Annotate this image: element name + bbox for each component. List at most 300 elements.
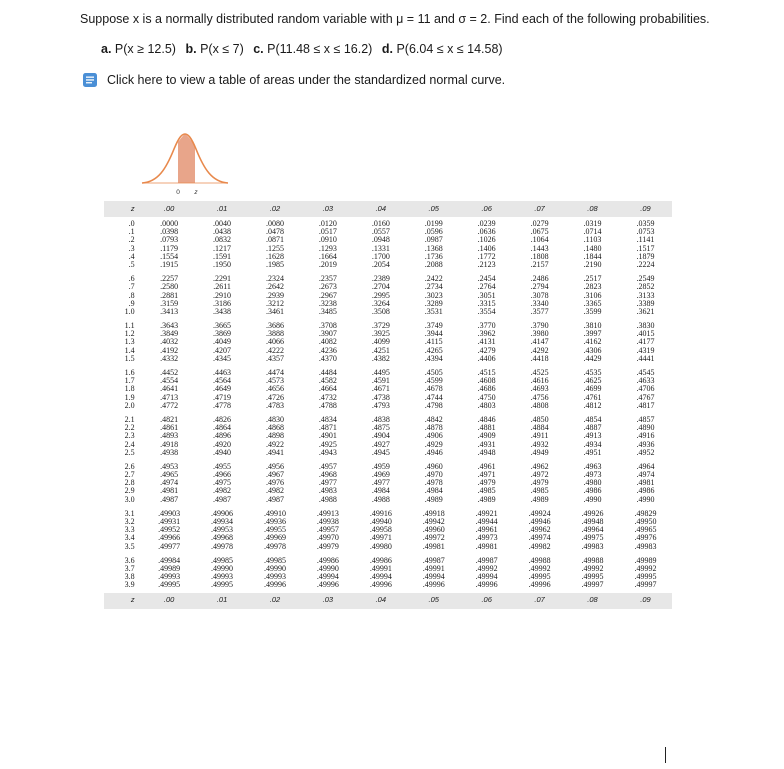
area-value: .4582 (318, 376, 337, 386)
area-cell (619, 319, 672, 366)
area-value: .49995 (158, 580, 181, 590)
area-cell (407, 217, 460, 272)
area-value: .2224 (636, 259, 655, 269)
area-value: .49965 (634, 525, 657, 535)
area-value: .49996 (528, 580, 551, 590)
area-value: .4940 (213, 447, 232, 457)
area-value: .49952 (158, 525, 181, 535)
area-value: .4846 (477, 414, 496, 424)
area-cell (354, 272, 407, 319)
area-value: .4987 (160, 494, 179, 504)
area-value: .4756 (530, 392, 549, 402)
area-value: .4989 (530, 494, 549, 504)
area-value: .4573 (265, 376, 284, 386)
area-value: .4767 (636, 392, 655, 402)
area-value: .4484 (318, 368, 337, 377)
area-value: .0199 (424, 219, 443, 228)
area-value: .4961 (477, 461, 496, 471)
area-value: .4980 (583, 478, 602, 488)
area-value: .4744 (424, 392, 443, 402)
col-header: .02 (249, 201, 302, 217)
area-value: .49989 (158, 563, 181, 573)
z-value: 2.7 (124, 470, 135, 480)
z-value: .7 (128, 282, 135, 292)
area-value: .49918 (422, 508, 445, 518)
area-value: .49972 (422, 533, 445, 543)
z-value: 1.0 (124, 306, 135, 316)
area-value: .4817 (636, 400, 655, 410)
area-value: .49961 (475, 525, 498, 535)
area-value: .1591 (213, 251, 232, 261)
normal-curve-figure (140, 125, 230, 195)
area-value: .49962 (528, 525, 551, 535)
area-value: .2967 (318, 290, 337, 300)
area-cell (301, 217, 354, 272)
area-value: .0948 (371, 235, 390, 245)
part-c: c. P(11.48 ≤ x ≤ 16.2) (253, 42, 373, 56)
z-value: 1.7 (124, 376, 135, 386)
area-cell (301, 366, 354, 413)
area-cell (407, 319, 460, 366)
area-value: .2291 (213, 274, 232, 284)
area-value: .3925 (371, 329, 390, 339)
part-b: b. P(x ≤ 7) (185, 42, 244, 56)
area-value: .49913 (316, 508, 339, 518)
area-cell (407, 272, 460, 319)
area-value: .4989 (477, 494, 496, 504)
area-value: .3340 (530, 298, 549, 308)
z-value: 1.4 (124, 345, 135, 355)
area-value: .0239 (477, 219, 496, 228)
area-value: .3485 (318, 306, 337, 316)
area-value: .4251 (371, 345, 390, 355)
area-value: .4987 (265, 494, 284, 504)
area-value: .0987 (424, 235, 443, 245)
area-value: .4505 (424, 368, 443, 377)
area-value: .49993 (263, 572, 286, 582)
area-value: .3078 (530, 290, 549, 300)
area-value: .4878 (424, 423, 443, 433)
z-value: 2.8 (124, 478, 135, 488)
area-value: .4693 (530, 384, 549, 394)
area-value: .4955 (213, 461, 232, 471)
area-value: .4783 (265, 400, 284, 410)
table-row-group (104, 460, 672, 507)
area-value: .4279 (477, 345, 496, 355)
area-value: .3643 (160, 321, 179, 331)
col-header: .05 (407, 201, 460, 217)
area-value: .1700 (371, 251, 390, 261)
area-value: .4761 (583, 392, 602, 402)
area-value: .49971 (369, 533, 392, 543)
area-cell (143, 460, 196, 507)
area-value: .4969 (371, 470, 390, 480)
area-value: .3997 (583, 329, 602, 339)
area-value: .4984 (371, 486, 390, 496)
area-value: .49921 (475, 508, 498, 518)
area-value: .4990 (636, 494, 655, 504)
area-value: .4177 (636, 337, 655, 347)
area-value: .49992 (634, 563, 657, 573)
area-value: .4960 (424, 461, 443, 471)
area-value: .49996 (263, 580, 286, 590)
area-value: .1915 (160, 259, 179, 269)
area-value: .4884 (530, 423, 549, 433)
area-cell (619, 460, 672, 507)
area-value: .4616 (530, 376, 549, 386)
z-value: .9 (128, 298, 135, 308)
area-value: .4976 (265, 478, 284, 488)
area-value: .49948 (581, 517, 604, 526)
area-value: .4608 (477, 376, 496, 386)
area-value: .0636 (477, 227, 496, 237)
area-value: .2734 (424, 282, 443, 292)
area-value: .4656 (265, 384, 284, 394)
area-cell (196, 366, 249, 413)
area-value: .3810 (583, 321, 602, 331)
area-value: .4986 (636, 486, 655, 496)
area-value: .2910 (213, 290, 232, 300)
area-value: .4713 (160, 392, 179, 402)
area-cell (566, 460, 619, 507)
area-value: .4861 (160, 423, 179, 433)
z-value: 3.6 (124, 555, 135, 565)
area-value: .49986 (316, 555, 339, 565)
area-cell (407, 460, 460, 507)
area-value: .4535 (583, 368, 602, 377)
area-value: .3365 (583, 298, 602, 308)
col-header: .00 (143, 201, 196, 217)
area-value: .3508 (371, 306, 390, 316)
area-value: .2190 (583, 259, 602, 269)
area-value: .4474 (265, 368, 284, 377)
area-value: .49970 (316, 533, 339, 543)
area-value: .4357 (265, 353, 284, 363)
area-value: .49936 (263, 517, 286, 526)
area-value: .4911 (530, 431, 549, 441)
area-value: .49997 (581, 580, 604, 590)
area-value: .4332 (160, 353, 179, 363)
area-value: .0279 (530, 219, 549, 228)
area-cell (354, 413, 407, 460)
area-value: .4893 (160, 431, 179, 441)
area-value: .2088 (424, 259, 443, 269)
area-value: .4066 (265, 337, 284, 347)
area-value: .49983 (581, 541, 604, 551)
table-row-group (104, 413, 672, 460)
area-value: .49973 (475, 533, 498, 543)
area-value: .0120 (318, 219, 337, 228)
area-value: .4988 (371, 494, 390, 504)
area-value: .1985 (265, 259, 284, 269)
area-value: .4812 (583, 400, 602, 410)
area-value: .2257 (160, 274, 179, 284)
area-cell (460, 366, 513, 413)
area-cell (249, 554, 302, 593)
area-value: .4881 (477, 423, 496, 433)
area-value: .49995 (634, 572, 657, 582)
area-value: .4968 (318, 470, 337, 480)
area-value: .4938 (160, 447, 179, 457)
area-value: .49981 (475, 541, 498, 551)
area-value: .4131 (477, 337, 496, 347)
z-value-cell (104, 366, 143, 413)
area-value: .2794 (530, 282, 549, 292)
area-value: .4985 (477, 486, 496, 496)
area-cell (460, 272, 513, 319)
col-footer: .08 (566, 593, 619, 609)
area-value: .4554 (160, 376, 179, 386)
z-value: .3 (128, 243, 135, 253)
area-value: .4973 (583, 470, 602, 480)
area-value: .49942 (422, 517, 445, 526)
area-value: .3621 (636, 306, 655, 316)
area-value: .4951 (583, 447, 602, 457)
area-value: .2549 (636, 274, 655, 284)
area-value: .1331 (371, 243, 390, 253)
area-value: .0359 (636, 219, 655, 228)
area-value: .2580 (160, 282, 179, 292)
col-footer: .07 (513, 593, 566, 609)
table-row-group (104, 507, 672, 554)
area-value: .1103 (583, 235, 602, 245)
area-value: .4949 (530, 447, 549, 457)
area-value: .4418 (530, 353, 549, 363)
area-value: .4826 (213, 414, 232, 424)
area-value: .3907 (318, 329, 337, 339)
area-cell (566, 319, 619, 366)
area-value: .1879 (636, 251, 655, 261)
z-table (104, 201, 672, 609)
area-value: .3238 (318, 298, 337, 308)
area-value: .2324 (265, 274, 284, 284)
area-cell (407, 507, 460, 554)
area-value: .3389 (636, 298, 655, 308)
area-value: .4798 (424, 400, 443, 410)
area-cell (249, 319, 302, 366)
area-value: .4429 (583, 353, 602, 363)
area-value: .4890 (636, 423, 655, 433)
area-value: .4901 (318, 431, 337, 441)
area-value: .0080 (265, 219, 284, 228)
area-cell (249, 272, 302, 319)
area-value: .49991 (369, 563, 392, 573)
col-header: .08 (566, 201, 619, 217)
area-value: .4793 (371, 400, 390, 410)
area-value: .49964 (581, 525, 604, 535)
area-value: .4633 (636, 376, 655, 386)
area-value: .49996 (422, 580, 445, 590)
area-value: .4265 (424, 345, 443, 355)
z-value: 3.2 (124, 517, 135, 526)
area-cell (196, 460, 249, 507)
area-cell (249, 413, 302, 460)
col-footer: .02 (249, 593, 302, 609)
area-cell (354, 554, 407, 593)
area-value: .4970 (424, 470, 443, 480)
area-value: .4904 (371, 431, 390, 441)
col-footer: .05 (407, 593, 460, 609)
area-value: .3264 (371, 298, 390, 308)
area-value: .2357 (318, 274, 337, 284)
area-value: .49990 (263, 563, 286, 573)
col-footer: .09 (619, 593, 672, 609)
area-value: .4834 (318, 414, 337, 424)
area-value: .49990 (211, 563, 234, 573)
area-value: .4778 (213, 400, 232, 410)
area-value: .2611 (213, 282, 231, 292)
area-value: .0596 (424, 227, 443, 237)
area-value: .49976 (634, 533, 657, 543)
area-cell (143, 217, 196, 272)
area-value: .1480 (583, 243, 602, 253)
area-cell (407, 554, 460, 593)
area-value: .4989 (424, 494, 443, 504)
area-value: .4370 (318, 353, 337, 363)
area-cell (249, 217, 302, 272)
area-value: .49977 (158, 541, 181, 551)
area-value: .4147 (530, 337, 549, 347)
area-value: .49996 (369, 580, 392, 590)
area-value: .0714 (583, 227, 602, 237)
table-row-group (104, 272, 672, 319)
area-value: .4936 (636, 439, 655, 449)
area-value: .4967 (265, 470, 284, 480)
area-value: .4981 (160, 486, 179, 496)
area-value: .2852 (636, 282, 655, 292)
area-value: .4977 (371, 478, 390, 488)
area-cell (619, 366, 672, 413)
area-cell (513, 507, 566, 554)
area-value: .1141 (636, 235, 655, 245)
area-value: .4719 (213, 392, 232, 402)
area-value: .4982 (213, 486, 232, 496)
area-value: .49968 (211, 533, 234, 543)
area-value: .3686 (265, 321, 284, 331)
area-value: .4345 (213, 353, 232, 363)
area-value: .4945 (371, 447, 390, 457)
z-value: 2.3 (124, 431, 135, 441)
area-value: .4982 (265, 486, 284, 496)
area-cell (249, 507, 302, 554)
area-cell (196, 413, 249, 460)
area-value: .49985 (263, 555, 286, 565)
area-value: .2704 (371, 282, 390, 292)
area-value: .4306 (583, 345, 602, 355)
area-value: .4956 (265, 461, 284, 471)
view-table-link-text[interactable]: Click here to view a table of areas under the standardized normal curve. (107, 73, 506, 87)
area-value: .4842 (424, 414, 443, 424)
z-value: 1.2 (124, 329, 135, 339)
area-value: .4099 (371, 337, 390, 347)
curve-z-label: z (194, 189, 198, 195)
area-cell (249, 460, 302, 507)
area-value: .4931 (477, 439, 496, 449)
area-value: .2019 (318, 259, 337, 269)
area-value: .2764 (477, 282, 496, 292)
area-value: .4495 (371, 368, 390, 377)
area-value: .3869 (213, 329, 232, 339)
area-value: .3159 (160, 298, 179, 308)
area-value: .4948 (477, 447, 496, 457)
area-value: .4015 (636, 329, 655, 339)
area-value: .4591 (371, 376, 390, 386)
area-cell (249, 366, 302, 413)
area-value: .4382 (371, 353, 390, 363)
area-value: .4965 (160, 470, 179, 480)
area-cell (196, 507, 249, 554)
area-value: .4986 (583, 486, 602, 496)
z-value: 1.5 (124, 353, 135, 363)
area-value: .3577 (530, 306, 549, 316)
area-value: .49979 (316, 541, 339, 551)
area-cell (143, 272, 196, 319)
area-value: .1368 (424, 243, 443, 253)
area-value: .4972 (530, 470, 549, 480)
area-value: .1255 (265, 243, 284, 253)
area-value: .49994 (369, 572, 392, 582)
area-value: .4875 (371, 423, 390, 433)
area-value: .4957 (318, 461, 337, 471)
view-table-link[interactable] (82, 72, 505, 88)
area-value: .3962 (477, 329, 496, 339)
area-cell (354, 507, 407, 554)
area-value: .4990 (583, 494, 602, 504)
area-value: .49975 (581, 533, 604, 543)
area-value: .49931 (158, 517, 181, 526)
area-cell (513, 217, 566, 272)
area-cell (301, 460, 354, 507)
area-value: .4732 (318, 392, 337, 402)
area-value: .1517 (636, 243, 655, 253)
z-value-cell (104, 460, 143, 507)
col-footer: .01 (196, 593, 249, 609)
area-cell (301, 413, 354, 460)
area-value: .3708 (318, 321, 337, 331)
area-value: .49983 (634, 541, 657, 551)
area-value: .49958 (369, 525, 392, 535)
area-value: .4406 (477, 353, 496, 363)
area-value: .4918 (160, 439, 179, 449)
area-value: .4599 (424, 376, 443, 386)
z-value: 1.3 (124, 337, 135, 347)
area-value: .49981 (422, 541, 445, 551)
area-value: .4984 (424, 486, 443, 496)
area-value: .49988 (581, 555, 604, 565)
area-value: .4049 (213, 337, 232, 347)
area-value: .49992 (581, 563, 604, 573)
col-header: .06 (460, 201, 513, 217)
area-value: .4463 (213, 368, 232, 377)
area-value: .4564 (213, 376, 232, 386)
area-value: .4854 (583, 414, 602, 424)
area-value: .49950 (634, 517, 657, 526)
area-value: .49903 (158, 508, 181, 518)
area-cell (566, 366, 619, 413)
area-value: .4649 (213, 384, 232, 394)
area-cell (354, 366, 407, 413)
area-value: .4207 (213, 345, 232, 355)
area-value: .4916 (636, 431, 655, 441)
area-value: .49997 (634, 580, 657, 590)
area-value: .4977 (318, 478, 337, 488)
area-cell (143, 366, 196, 413)
area-value: .3888 (265, 329, 284, 339)
z-value: 2.2 (124, 423, 135, 433)
z-value-cell (104, 217, 143, 272)
area-value: .49940 (369, 517, 392, 526)
area-cell (619, 507, 672, 554)
